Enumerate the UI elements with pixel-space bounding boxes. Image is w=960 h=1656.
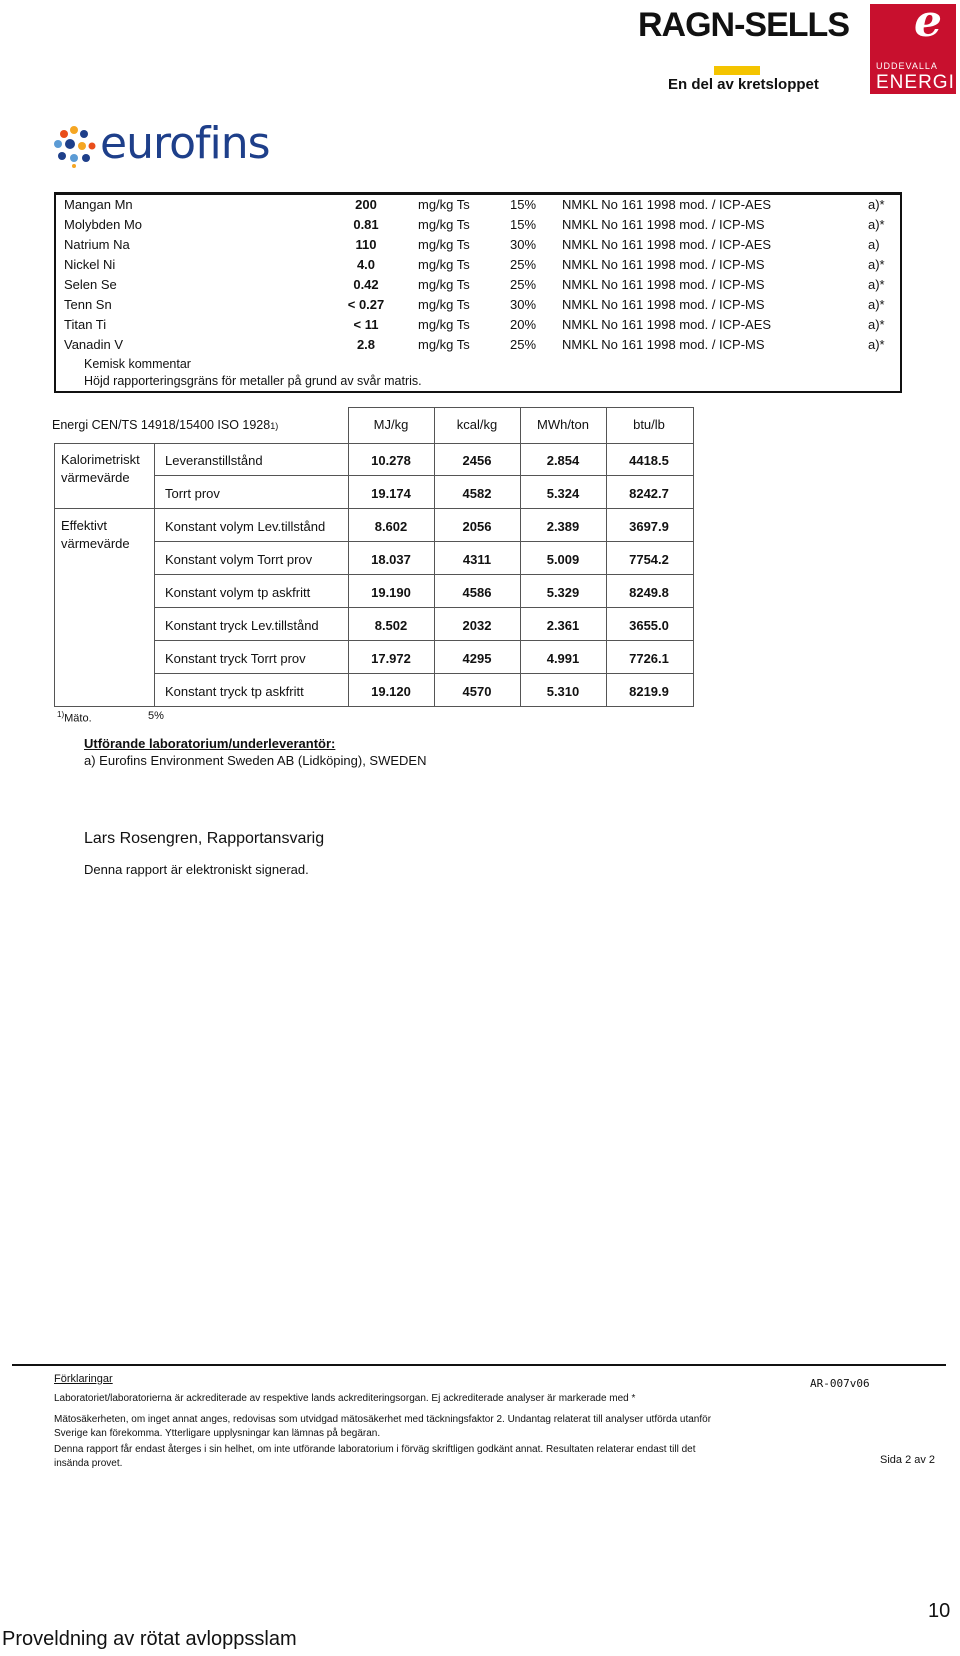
analyte-flag: a)* [868, 277, 885, 292]
analyte-method: NMKL No 161 1998 mod. / ICP-MS [562, 337, 765, 352]
grid-line [54, 443, 694, 444]
footnote-mark: 1) [57, 710, 65, 719]
analyte-name: Vanadin V [64, 337, 124, 352]
grid-line [154, 475, 694, 476]
analyte-method: NMKL No 161 1998 mod. / ICP-MS [562, 257, 765, 272]
grid-line [154, 640, 694, 641]
analyte-uncertainty: 15% [510, 197, 537, 212]
page-number: 10 [928, 1600, 951, 1622]
cell-mwh: 4.991 [546, 651, 580, 666]
cell-btu: 8249.8 [629, 585, 669, 600]
footer-code: AR-007v06 [810, 1377, 870, 1390]
analyte-method: NMKL No 161 1998 mod. / ICP-MS [562, 277, 765, 292]
footer-line: insända provet. [54, 1458, 123, 1469]
footer-page: Sida 2 av 2 [880, 1454, 936, 1466]
grid-line [154, 607, 694, 608]
grid-line [154, 541, 694, 542]
comment-title: Kemisk kommentar [84, 357, 191, 371]
footer-line: Denna rapport får endast återges i sin helhet, om inte utförande laboratorium i förväg skriftligen godkänt annat. Resultaten relaterar endast till det [54, 1444, 696, 1455]
cell-mwh: 5.009 [546, 552, 580, 567]
row-label: Konstant tryck Torrt prov [165, 651, 306, 666]
analyte-unit: mg/kg Ts [418, 197, 470, 212]
footnote-label: Mäto. [64, 712, 92, 725]
energy-title-text: Energi CEN/TS 14918/15400 ISO 1928 [52, 418, 271, 432]
lab-line: a) Eurofins Environment Sweden AB (Lidköping), SWEDEN [84, 753, 427, 768]
analyte-name: Natrium Na [64, 237, 130, 252]
signature-note: Denna rapport är elektroniskt signerad. [84, 862, 309, 877]
grid-line [54, 706, 694, 707]
analyte-unit: mg/kg Ts [418, 217, 470, 232]
cell-btu: 8219.9 [629, 684, 669, 699]
row-label: Torrt prov [165, 486, 220, 501]
energi-logo-text: ENERGI [876, 72, 955, 93]
row-label: Konstant volym tp askfritt [165, 585, 311, 600]
grid-line [154, 574, 694, 575]
signature-name: Lars Rosengren, Rapportansvarig [84, 830, 325, 847]
cell-btu: 7754.2 [629, 552, 669, 567]
column-header: MWh/ton [536, 417, 589, 432]
analyte-flag: a)* [868, 217, 885, 232]
energy-footnote [57, 710, 92, 725]
lab-title: Utförande laboratorium/underleverantör: [84, 736, 336, 751]
group-label: värmevärde [61, 470, 130, 485]
analyte-uncertainty: 20% [510, 317, 537, 332]
cell-mj: 10.278 [371, 453, 411, 468]
cell-kcal: 4570 [462, 684, 492, 699]
cell-mwh: 5.329 [546, 585, 580, 600]
cell-kcal: 2056 [462, 519, 492, 534]
analyte-flag: a)* [868, 197, 885, 212]
cell-mwh: 2.361 [546, 618, 580, 633]
analyte-name: Mangan Mn [64, 197, 133, 212]
analyte-value: < 11 [353, 317, 379, 332]
cell-btu: 4418.5 [629, 453, 669, 468]
comment-text: Höjd rapporteringsgräns för metaller på grund av svår matris. [84, 374, 422, 388]
analyte-unit: mg/kg Ts [418, 337, 470, 352]
footer-line: Sverige kan förekomma. Ytterligare upplysningar kan lämnas på begäran. [54, 1428, 381, 1439]
analyte-name: Nickel Ni [64, 257, 116, 272]
column-header: MJ/kg [373, 417, 409, 432]
cell-mwh: 2.854 [546, 453, 580, 468]
cell-kcal: 4295 [462, 651, 492, 666]
analyte-value: 110 [355, 237, 377, 252]
analyte-name: Tenn Sn [64, 297, 112, 312]
analyte-uncertainty: 25% [510, 277, 537, 292]
cell-btu: 7726.1 [629, 651, 669, 666]
cell-kcal: 4311 [462, 552, 492, 567]
footer-line: Mätosäkerheten, om inget annat anges, redovisas som utvidgad mätosäkerhet med täckningsfaktor 2. Undantag relaterat till analyser utförda utanför [54, 1414, 712, 1425]
cell-mj: 8.602 [374, 519, 408, 534]
uddevalla-logo-text: UDDEVALLA [876, 61, 938, 71]
cell-btu: 8242.7 [629, 486, 669, 501]
cell-mj: 19.190 [371, 585, 411, 600]
row-label: Leveranstillstånd [165, 453, 263, 468]
cell-mj: 19.120 [371, 684, 411, 699]
analyte-value: 200 [355, 197, 377, 212]
energy-title-note: 1) [270, 421, 279, 431]
analyte-flag: a)* [868, 317, 885, 332]
analyte-uncertainty: 25% [510, 257, 537, 272]
analyte-flag: a)* [868, 337, 885, 352]
footer-line: Laboratoriet/laboratorierna är ackrediterade av respektive lands ackrediteringsorgan. Ej ackrediterade analyser är markerade med * [54, 1393, 636, 1404]
analyte-value: 0.81 [353, 217, 379, 232]
analyte-unit: mg/kg Ts [418, 297, 470, 312]
analyte-unit: mg/kg Ts [418, 237, 470, 252]
eurofins-logo-text: eurofins [100, 118, 270, 169]
column-header: btu/lb [633, 417, 665, 432]
analyte-unit: mg/kg Ts [418, 257, 470, 272]
analyte-value: 2.8 [356, 337, 376, 352]
grid-line [693, 407, 694, 707]
row-label: Konstant volym Torrt prov [165, 552, 313, 567]
cell-mj: 8.502 [374, 618, 408, 633]
footer-divider [12, 1364, 946, 1366]
grid-line [54, 443, 55, 707]
cell-kcal: 4586 [462, 585, 492, 600]
cell-kcal: 2032 [462, 618, 492, 633]
analyte-flag: a)* [868, 257, 885, 272]
analyte-method: NMKL No 161 1998 mod. / ICP-MS [562, 217, 765, 232]
cell-kcal: 4582 [462, 486, 492, 501]
analyte-name: Selen Se [64, 277, 117, 292]
analyte-value: 4.0 [356, 257, 376, 272]
analyte-method: NMKL No 161 1998 mod. / ICP-AES [562, 197, 772, 212]
analyte-flag: a)* [868, 297, 885, 312]
cell-mj: 17.972 [371, 651, 411, 666]
analyte-uncertainty: 30% [510, 297, 537, 312]
document-title: Proveldning av rötat avloppsslam [2, 1628, 297, 1650]
analyte-uncertainty: 30% [510, 237, 537, 252]
cell-mwh: 5.324 [546, 486, 580, 501]
cell-mj: 18.037 [371, 552, 411, 567]
group-label: Effektivt [61, 518, 108, 533]
ragn-sells-logo-text: RAGN-SELLS [638, 6, 849, 44]
grid-line [348, 407, 694, 408]
grid-line [154, 443, 155, 707]
row-label: Konstant tryck tp askfritt [165, 684, 304, 699]
analyte-uncertainty: 25% [510, 337, 537, 352]
row-label: Konstant volym Lev.tillstånd [165, 519, 326, 534]
analyte-name: Molybden Mo [64, 217, 143, 232]
analyte-unit: mg/kg Ts [418, 277, 470, 292]
footnote-value: 5% [148, 710, 164, 722]
analyte-value: < 0.27 [347, 297, 385, 312]
analyte-uncertainty: 15% [510, 217, 537, 232]
footer-title: Förklaringar [54, 1373, 113, 1385]
cell-btu: 3697.9 [629, 519, 669, 534]
cell-mwh: 5.310 [546, 684, 580, 699]
cell-mwh: 2.389 [546, 519, 580, 534]
grid-line [154, 673, 694, 674]
energy-table [0, 0, 960, 720]
analyte-name: Titan Ti [64, 317, 107, 332]
grid-line [54, 508, 694, 509]
cell-btu: 3655.0 [629, 618, 669, 633]
row-label: Konstant tryck Lev.tillstånd [165, 618, 319, 633]
analyte-flag: a) [868, 237, 880, 252]
analyte-method: NMKL No 161 1998 mod. / ICP-AES [562, 317, 772, 332]
ragn-sells-tagline: En del av kretsloppet [668, 76, 819, 93]
cell-mj: 19.174 [371, 486, 411, 501]
analyte-unit: mg/kg Ts [418, 317, 470, 332]
cell-kcal: 2456 [462, 453, 492, 468]
uddevalla-e-mark: e [914, 0, 942, 47]
column-header: kcal/kg [456, 417, 498, 432]
analyte-method: NMKL No 161 1998 mod. / ICP-AES [562, 237, 772, 252]
analyte-value: 0.42 [353, 277, 379, 292]
group-label: Kalorimetriskt [61, 452, 140, 467]
analyte-method: NMKL No 161 1998 mod. / ICP-MS [562, 297, 765, 312]
group-label: värmevärde [61, 536, 130, 551]
